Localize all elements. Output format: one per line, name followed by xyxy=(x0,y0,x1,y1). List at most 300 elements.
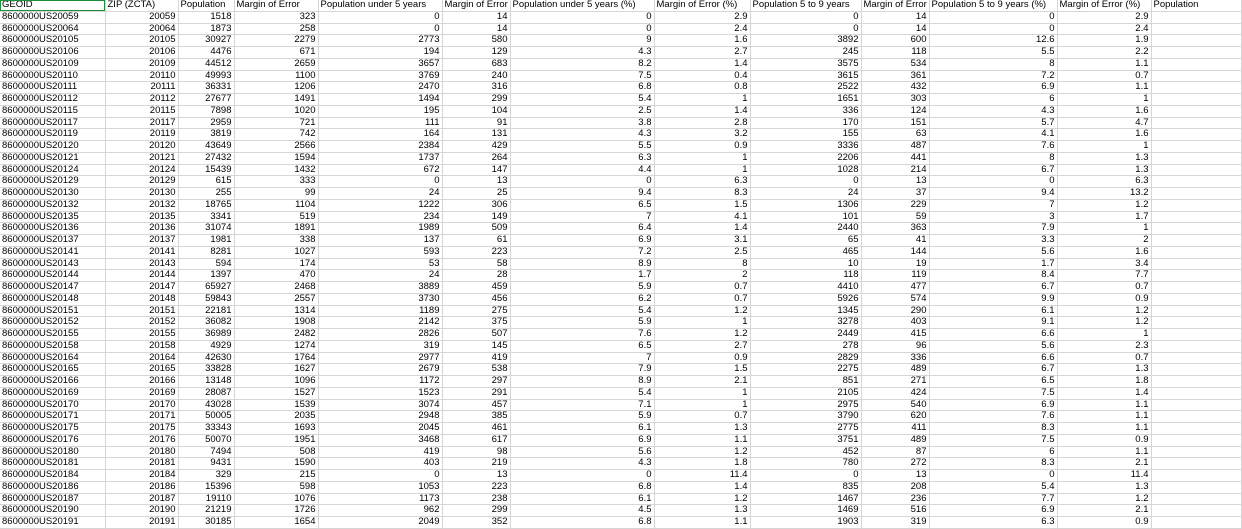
column-header[interactable]: GEOID xyxy=(0,0,105,11)
table-cell[interactable]: 20148 xyxy=(105,293,178,305)
table-cell[interactable] xyxy=(1151,387,1241,399)
table-cell[interactable]: 33343 xyxy=(178,423,234,435)
table-cell[interactable]: 780 xyxy=(750,458,861,470)
table-cell[interactable]: 8.9 xyxy=(510,376,654,388)
table-cell[interactable]: 1.1 xyxy=(1057,82,1151,94)
table-cell[interactable]: 2 xyxy=(654,270,750,282)
table-cell[interactable]: 42630 xyxy=(178,352,234,364)
table-cell[interactable] xyxy=(1151,376,1241,388)
table-cell[interactable]: 3074 xyxy=(318,399,442,411)
table-cell[interactable] xyxy=(1151,446,1241,458)
table-cell[interactable]: 8600000US20130 xyxy=(0,188,105,200)
table-cell[interactable]: 0 xyxy=(750,23,861,35)
table-cell[interactable]: 2.1 xyxy=(1057,458,1151,470)
table-cell[interactable]: 2.8 xyxy=(654,117,750,129)
table-cell[interactable]: 683 xyxy=(442,58,510,70)
table-cell[interactable]: 319 xyxy=(318,340,442,352)
table-cell[interactable]: 20166 xyxy=(105,376,178,388)
table-cell[interactable]: 538 xyxy=(442,364,510,376)
table-cell[interactable]: 2975 xyxy=(750,399,861,411)
table-cell[interactable]: 1397 xyxy=(178,270,234,282)
table-cell[interactable]: 0.9 xyxy=(1057,293,1151,305)
table-cell[interactable]: 2659 xyxy=(234,58,318,70)
table-cell[interactable]: 1.1 xyxy=(1057,423,1151,435)
table-cell[interactable]: 0 xyxy=(750,470,861,482)
table-cell[interactable]: 411 xyxy=(861,423,929,435)
table-cell[interactable]: 2470 xyxy=(318,82,442,94)
table-cell[interactable]: 8600000US20106 xyxy=(0,47,105,59)
table-cell[interactable] xyxy=(1151,94,1241,106)
table-cell[interactable]: 1.2 xyxy=(1057,199,1151,211)
table-cell[interactable]: 20132 xyxy=(105,199,178,211)
table-cell[interactable]: 338 xyxy=(234,235,318,247)
table-cell[interactable]: 8 xyxy=(929,152,1057,164)
table-cell[interactable]: 2.4 xyxy=(654,23,750,35)
table-cell[interactable]: 1539 xyxy=(234,399,318,411)
table-cell[interactable]: 8600000US20111 xyxy=(0,82,105,94)
table-cell[interactable]: 9.4 xyxy=(510,188,654,200)
table-cell[interactable]: 8600000US20190 xyxy=(0,505,105,517)
table-cell[interactable]: 671 xyxy=(234,47,318,59)
table-cell[interactable]: 20135 xyxy=(105,211,178,223)
table-cell[interactable]: 174 xyxy=(234,258,318,270)
table-cell[interactable]: 1.2 xyxy=(654,446,750,458)
table-cell[interactable] xyxy=(1151,317,1241,329)
table-cell[interactable]: 8600000US20165 xyxy=(0,364,105,376)
table-cell[interactable]: 4476 xyxy=(178,47,234,59)
column-header[interactable]: Margin of Error (%) xyxy=(1057,0,1151,11)
table-cell[interactable]: 8600000US20064 xyxy=(0,23,105,35)
table-cell[interactable]: 291 xyxy=(442,387,510,399)
table-cell[interactable]: 489 xyxy=(861,364,929,376)
table-cell[interactable]: 470 xyxy=(234,270,318,282)
table-cell[interactable]: 8600000US20187 xyxy=(0,493,105,505)
table-cell[interactable]: 6.1 xyxy=(929,305,1057,317)
table-cell[interactable]: 1 xyxy=(654,164,750,176)
table-cell[interactable]: 7.2 xyxy=(929,70,1057,82)
table-cell[interactable]: 30927 xyxy=(178,35,234,47)
table-cell[interactable]: 170 xyxy=(750,117,861,129)
table-cell[interactable]: 8600000US20136 xyxy=(0,223,105,235)
table-cell[interactable]: 0.8 xyxy=(654,82,750,94)
table-cell[interactable]: 7.2 xyxy=(510,246,654,258)
table-cell[interactable]: 1.2 xyxy=(1057,493,1151,505)
table-cell[interactable]: 519 xyxy=(234,211,318,223)
column-header[interactable]: ZIP (ZCTA) xyxy=(105,0,178,11)
table-cell[interactable]: 452 xyxy=(750,446,861,458)
table-cell[interactable] xyxy=(1151,188,1241,200)
table-cell[interactable]: 5.6 xyxy=(929,246,1057,258)
table-cell[interactable]: 1.5 xyxy=(654,199,750,211)
table-cell[interactable] xyxy=(1151,505,1241,517)
table-cell[interactable]: 2142 xyxy=(318,317,442,329)
table-cell[interactable]: 14 xyxy=(442,11,510,23)
table-cell[interactable]: 6.8 xyxy=(510,82,654,94)
table-cell[interactable]: 87 xyxy=(861,446,929,458)
table-cell[interactable]: 574 xyxy=(861,293,929,305)
table-cell[interactable]: 403 xyxy=(861,317,929,329)
table-cell[interactable]: 144 xyxy=(861,246,929,258)
table-cell[interactable]: 7.7 xyxy=(929,493,1057,505)
table-cell[interactable]: 20175 xyxy=(105,423,178,435)
table-cell[interactable]: 20151 xyxy=(105,305,178,317)
table-cell[interactable]: 0.9 xyxy=(1057,434,1151,446)
table-cell[interactable]: 1 xyxy=(654,152,750,164)
table-cell[interactable]: 415 xyxy=(861,329,929,341)
table-cell[interactable]: 419 xyxy=(442,352,510,364)
table-cell[interactable]: 20170 xyxy=(105,399,178,411)
table-cell[interactable] xyxy=(1151,364,1241,376)
table-cell[interactable]: 8.3 xyxy=(929,458,1057,470)
table-cell[interactable]: 8600000US20121 xyxy=(0,152,105,164)
table-cell[interactable]: 306 xyxy=(442,199,510,211)
table-cell[interactable]: 9.9 xyxy=(929,293,1057,305)
table-cell[interactable]: 3 xyxy=(929,211,1057,223)
table-cell[interactable]: 363 xyxy=(861,223,929,235)
column-header[interactable]: Population xyxy=(178,0,234,11)
table-cell[interactable]: 7.5 xyxy=(929,434,1057,446)
table-cell[interactable]: 8600000US20129 xyxy=(0,176,105,188)
table-cell[interactable]: 20147 xyxy=(105,282,178,294)
table-cell[interactable]: 0 xyxy=(510,11,654,23)
table-cell[interactable]: 2775 xyxy=(750,423,861,435)
table-cell[interactable]: 53 xyxy=(318,258,442,270)
table-cell[interactable]: 9 xyxy=(510,35,654,47)
table-cell[interactable]: 1.7 xyxy=(929,258,1057,270)
table-cell[interactable]: 20184 xyxy=(105,470,178,482)
table-cell[interactable]: 0 xyxy=(510,23,654,35)
table-cell[interactable]: 137 xyxy=(318,235,442,247)
table-cell[interactable] xyxy=(1151,423,1241,435)
table-cell[interactable]: 2.1 xyxy=(1057,505,1151,517)
table-cell[interactable]: 2.9 xyxy=(654,11,750,23)
table-cell[interactable]: 8600000US20181 xyxy=(0,458,105,470)
table-cell[interactable]: 1.1 xyxy=(1057,58,1151,70)
table-cell[interactable]: 1.3 xyxy=(1057,164,1151,176)
table-cell[interactable]: 3278 xyxy=(750,317,861,329)
table-cell[interactable]: 441 xyxy=(861,152,929,164)
table-cell[interactable]: 6 xyxy=(929,94,1057,106)
table-cell[interactable]: 20158 xyxy=(105,340,178,352)
table-cell[interactable]: 3657 xyxy=(318,58,442,70)
table-cell[interactable]: 30185 xyxy=(178,517,234,529)
table-cell[interactable]: 20181 xyxy=(105,458,178,470)
table-cell[interactable]: 1306 xyxy=(750,199,861,211)
table-cell[interactable]: 8600000US20147 xyxy=(0,282,105,294)
table-cell[interactable] xyxy=(1151,493,1241,505)
table-cell[interactable]: 6.1 xyxy=(510,423,654,435)
table-cell[interactable]: 593 xyxy=(318,246,442,258)
table-cell[interactable]: 6.9 xyxy=(929,505,1057,517)
table-cell[interactable]: 8.2 xyxy=(510,58,654,70)
table-cell[interactable]: 13 xyxy=(442,470,510,482)
table-cell[interactable]: 1469 xyxy=(750,505,861,517)
table-cell[interactable]: 15396 xyxy=(178,481,234,493)
table-cell[interactable]: 43028 xyxy=(178,399,234,411)
table-cell[interactable]: 4.3 xyxy=(510,129,654,141)
table-cell[interactable]: 7.5 xyxy=(510,70,654,82)
table-cell[interactable]: 4.3 xyxy=(510,47,654,59)
table-cell[interactable]: 352 xyxy=(442,517,510,529)
table-cell[interactable]: 215 xyxy=(234,470,318,482)
table-cell[interactable]: 8.4 xyxy=(929,270,1057,282)
table-cell[interactable]: 21219 xyxy=(178,505,234,517)
table-cell[interactable] xyxy=(1151,481,1241,493)
table-cell[interactable]: 1173 xyxy=(318,493,442,505)
table-cell[interactable]: 457 xyxy=(442,399,510,411)
table-cell[interactable]: 7.1 xyxy=(510,399,654,411)
table-cell[interactable] xyxy=(1151,399,1241,411)
table-cell[interactable]: 271 xyxy=(861,376,929,388)
table-cell[interactable]: 1.5 xyxy=(654,364,750,376)
table-cell[interactable]: 8 xyxy=(929,58,1057,70)
table-cell[interactable] xyxy=(1151,305,1241,317)
table-cell[interactable]: 580 xyxy=(442,35,510,47)
table-cell[interactable]: 15439 xyxy=(178,164,234,176)
table-cell[interactable]: 2948 xyxy=(318,411,442,423)
table-cell[interactable]: 27677 xyxy=(178,94,234,106)
table-cell[interactable]: 0 xyxy=(929,23,1057,35)
table-cell[interactable]: 20111 xyxy=(105,82,178,94)
table-cell[interactable]: 3.3 xyxy=(929,235,1057,247)
table-cell[interactable]: 6.3 xyxy=(510,152,654,164)
table-cell[interactable] xyxy=(1151,176,1241,188)
table-cell[interactable]: 0 xyxy=(318,23,442,35)
table-cell[interactable]: 1693 xyxy=(234,423,318,435)
table-cell[interactable]: 721 xyxy=(234,117,318,129)
table-cell[interactable]: 20115 xyxy=(105,105,178,117)
table-cell[interactable]: 3341 xyxy=(178,211,234,223)
table-cell[interactable]: 14 xyxy=(442,23,510,35)
table-cell[interactable] xyxy=(1151,82,1241,94)
table-cell[interactable]: 6.7 xyxy=(929,282,1057,294)
table-cell[interactable]: 8600000US20059 xyxy=(0,11,105,23)
table-cell[interactable]: 600 xyxy=(861,35,929,47)
table-cell[interactable]: 1028 xyxy=(750,164,861,176)
table-cell[interactable] xyxy=(1151,434,1241,446)
table-cell[interactable]: 3336 xyxy=(750,141,861,153)
table-cell[interactable]: 3575 xyxy=(750,58,861,70)
table-cell[interactable]: 0.7 xyxy=(1057,70,1151,82)
column-header[interactable]: Margin of Error (%) xyxy=(654,0,750,11)
table-cell[interactable] xyxy=(1151,23,1241,35)
table-cell[interactable]: 1.2 xyxy=(1057,317,1151,329)
table-cell[interactable]: 20144 xyxy=(105,270,178,282)
table-cell[interactable]: 8600000US20175 xyxy=(0,423,105,435)
table-cell[interactable]: 8600000US20119 xyxy=(0,129,105,141)
table-cell[interactable]: 2.2 xyxy=(1057,47,1151,59)
table-cell[interactable]: 3615 xyxy=(750,70,861,82)
table-cell[interactable]: 299 xyxy=(442,94,510,106)
table-cell[interactable]: 1.8 xyxy=(1057,376,1151,388)
table-cell[interactable]: 65927 xyxy=(178,282,234,294)
table-cell[interactable]: 336 xyxy=(750,105,861,117)
column-header[interactable]: Margin of Error xyxy=(861,0,929,11)
table-cell[interactable]: 5.6 xyxy=(510,446,654,458)
table-cell[interactable]: 2468 xyxy=(234,282,318,294)
table-cell[interactable]: 20164 xyxy=(105,352,178,364)
table-cell[interactable]: 118 xyxy=(750,270,861,282)
table-cell[interactable]: 1432 xyxy=(234,164,318,176)
table-cell[interactable]: 6.9 xyxy=(510,235,654,247)
table-cell[interactable]: 0.7 xyxy=(654,282,750,294)
table-cell[interactable]: 534 xyxy=(861,58,929,70)
table-cell[interactable]: 1053 xyxy=(318,481,442,493)
table-cell[interactable] xyxy=(1151,352,1241,364)
table-cell[interactable]: 8600000US20109 xyxy=(0,58,105,70)
table-cell[interactable]: 4929 xyxy=(178,340,234,352)
table-cell[interactable]: 465 xyxy=(750,246,861,258)
table-cell[interactable]: 6.6 xyxy=(929,352,1057,364)
table-cell[interactable] xyxy=(1151,199,1241,211)
table-cell[interactable]: 5.4 xyxy=(510,387,654,399)
table-cell[interactable]: 1096 xyxy=(234,376,318,388)
table-cell[interactable] xyxy=(1151,223,1241,235)
table-cell[interactable]: 37 xyxy=(861,188,929,200)
table-cell[interactable]: 8.9 xyxy=(510,258,654,270)
table-cell[interactable]: 119 xyxy=(861,270,929,282)
table-cell[interactable]: 1 xyxy=(654,387,750,399)
table-cell[interactable]: 1.6 xyxy=(654,35,750,47)
table-cell[interactable]: 1 xyxy=(1057,141,1151,153)
table-cell[interactable]: 0 xyxy=(318,176,442,188)
table-cell[interactable]: 1345 xyxy=(750,305,861,317)
table-cell[interactable]: 11.4 xyxy=(1057,470,1151,482)
table-cell[interactable]: 24 xyxy=(318,188,442,200)
table-cell[interactable]: 31074 xyxy=(178,223,234,235)
table-cell[interactable]: 44512 xyxy=(178,58,234,70)
table-cell[interactable]: 1.1 xyxy=(1057,446,1151,458)
table-cell[interactable]: 1.3 xyxy=(654,423,750,435)
table-cell[interactable]: 2035 xyxy=(234,411,318,423)
table-cell[interactable] xyxy=(1151,258,1241,270)
table-cell[interactable]: 1172 xyxy=(318,376,442,388)
table-cell[interactable]: 0.7 xyxy=(654,293,750,305)
table-cell[interactable]: 4.1 xyxy=(929,129,1057,141)
table-cell[interactable]: 264 xyxy=(442,152,510,164)
table-cell[interactable]: 13 xyxy=(861,470,929,482)
table-cell[interactable]: 1594 xyxy=(234,152,318,164)
table-cell[interactable]: 20136 xyxy=(105,223,178,235)
table-cell[interactable]: 5.4 xyxy=(510,94,654,106)
table-cell[interactable]: 329 xyxy=(178,470,234,482)
table-cell[interactable]: 194 xyxy=(318,47,442,59)
table-cell[interactable]: 6.3 xyxy=(654,176,750,188)
table-cell[interactable]: 19 xyxy=(861,258,929,270)
table-cell[interactable]: 0 xyxy=(929,470,1057,482)
table-cell[interactable]: 151 xyxy=(861,117,929,129)
table-cell[interactable]: 1 xyxy=(654,317,750,329)
table-cell[interactable]: 1 xyxy=(654,94,750,106)
table-cell[interactable] xyxy=(1151,517,1241,529)
table-cell[interactable] xyxy=(1151,105,1241,117)
table-cell[interactable]: 20165 xyxy=(105,364,178,376)
table-cell[interactable]: 25 xyxy=(442,188,510,200)
table-cell[interactable]: 28087 xyxy=(178,387,234,399)
table-cell[interactable]: 20117 xyxy=(105,117,178,129)
table-cell[interactable]: 2275 xyxy=(750,364,861,376)
table-cell[interactable]: 1764 xyxy=(234,352,318,364)
table-cell[interactable]: 7 xyxy=(929,199,1057,211)
table-cell[interactable]: 8600000US20169 xyxy=(0,387,105,399)
table-cell[interactable]: 3892 xyxy=(750,35,861,47)
table-cell[interactable]: 8600000US20141 xyxy=(0,246,105,258)
table-cell[interactable]: 8600000US20137 xyxy=(0,235,105,247)
table-cell[interactable]: 540 xyxy=(861,399,929,411)
table-cell[interactable]: 20190 xyxy=(105,505,178,517)
table-cell[interactable]: 8600000US20158 xyxy=(0,340,105,352)
table-cell[interactable]: 124 xyxy=(861,105,929,117)
table-cell[interactable]: 3769 xyxy=(318,70,442,82)
table-cell[interactable]: 6.2 xyxy=(510,293,654,305)
table-cell[interactable]: 1.2 xyxy=(1057,305,1151,317)
column-header[interactable]: Margin of Error xyxy=(442,0,510,11)
table-cell[interactable]: 1.3 xyxy=(1057,152,1151,164)
table-cell[interactable]: 2045 xyxy=(318,423,442,435)
table-cell[interactable]: 240 xyxy=(442,70,510,82)
table-cell[interactable]: 5.7 xyxy=(929,117,1057,129)
table-cell[interactable]: 336 xyxy=(861,352,929,364)
table-cell[interactable]: 1518 xyxy=(178,11,234,23)
table-cell[interactable]: 2.9 xyxy=(1057,11,1151,23)
table-cell[interactable]: 20059 xyxy=(105,11,178,23)
table-cell[interactable]: 195 xyxy=(318,105,442,117)
table-cell[interactable]: 5926 xyxy=(750,293,861,305)
table-cell[interactable]: 258 xyxy=(234,23,318,35)
table-cell[interactable]: 2.3 xyxy=(1057,340,1151,352)
table-cell[interactable]: 36082 xyxy=(178,317,234,329)
table-cell[interactable]: 255 xyxy=(178,188,234,200)
table-cell[interactable]: 245 xyxy=(750,47,861,59)
table-cell[interactable]: 24 xyxy=(750,188,861,200)
table-cell[interactable]: 2679 xyxy=(318,364,442,376)
table-cell[interactable]: 361 xyxy=(861,70,929,82)
table-cell[interactable]: 61 xyxy=(442,235,510,247)
table-cell[interactable]: 7.7 xyxy=(1057,270,1151,282)
table-cell[interactable]: 8600000US20180 xyxy=(0,446,105,458)
table-cell[interactable]: 456 xyxy=(442,293,510,305)
table-cell[interactable]: 65 xyxy=(750,235,861,247)
table-cell[interactable]: 1726 xyxy=(234,505,318,517)
table-cell[interactable]: 7.6 xyxy=(929,141,1057,153)
table-cell[interactable] xyxy=(1151,35,1241,47)
table-cell[interactable]: 432 xyxy=(861,82,929,94)
table-cell[interactable]: 0 xyxy=(750,11,861,23)
table-cell[interactable]: 1222 xyxy=(318,199,442,211)
table-cell[interactable]: 20143 xyxy=(105,258,178,270)
table-cell[interactable]: 8600000US20120 xyxy=(0,141,105,153)
table-cell[interactable]: 6.9 xyxy=(929,82,1057,94)
table-cell[interactable]: 9.4 xyxy=(929,188,1057,200)
table-cell[interactable]: 1.9 xyxy=(1057,35,1151,47)
table-cell[interactable]: 6.7 xyxy=(929,364,1057,376)
table-cell[interactable]: 20119 xyxy=(105,129,178,141)
table-cell[interactable]: 0 xyxy=(318,470,442,482)
table-cell[interactable]: 2959 xyxy=(178,117,234,129)
table-cell[interactable]: 98 xyxy=(442,446,510,458)
table-cell[interactable]: 1523 xyxy=(318,387,442,399)
table-cell[interactable]: 99 xyxy=(234,188,318,200)
table-cell[interactable]: 1.6 xyxy=(1057,129,1151,141)
table-cell[interactable]: 6.5 xyxy=(510,340,654,352)
table-cell[interactable]: 20152 xyxy=(105,317,178,329)
table-cell[interactable]: 8600000US20166 xyxy=(0,376,105,388)
table-cell[interactable]: 3889 xyxy=(318,282,442,294)
table-cell[interactable]: 104 xyxy=(442,105,510,117)
table-cell[interactable]: 1206 xyxy=(234,82,318,94)
table-cell[interactable]: 96 xyxy=(861,340,929,352)
table-cell[interactable]: 1100 xyxy=(234,70,318,82)
